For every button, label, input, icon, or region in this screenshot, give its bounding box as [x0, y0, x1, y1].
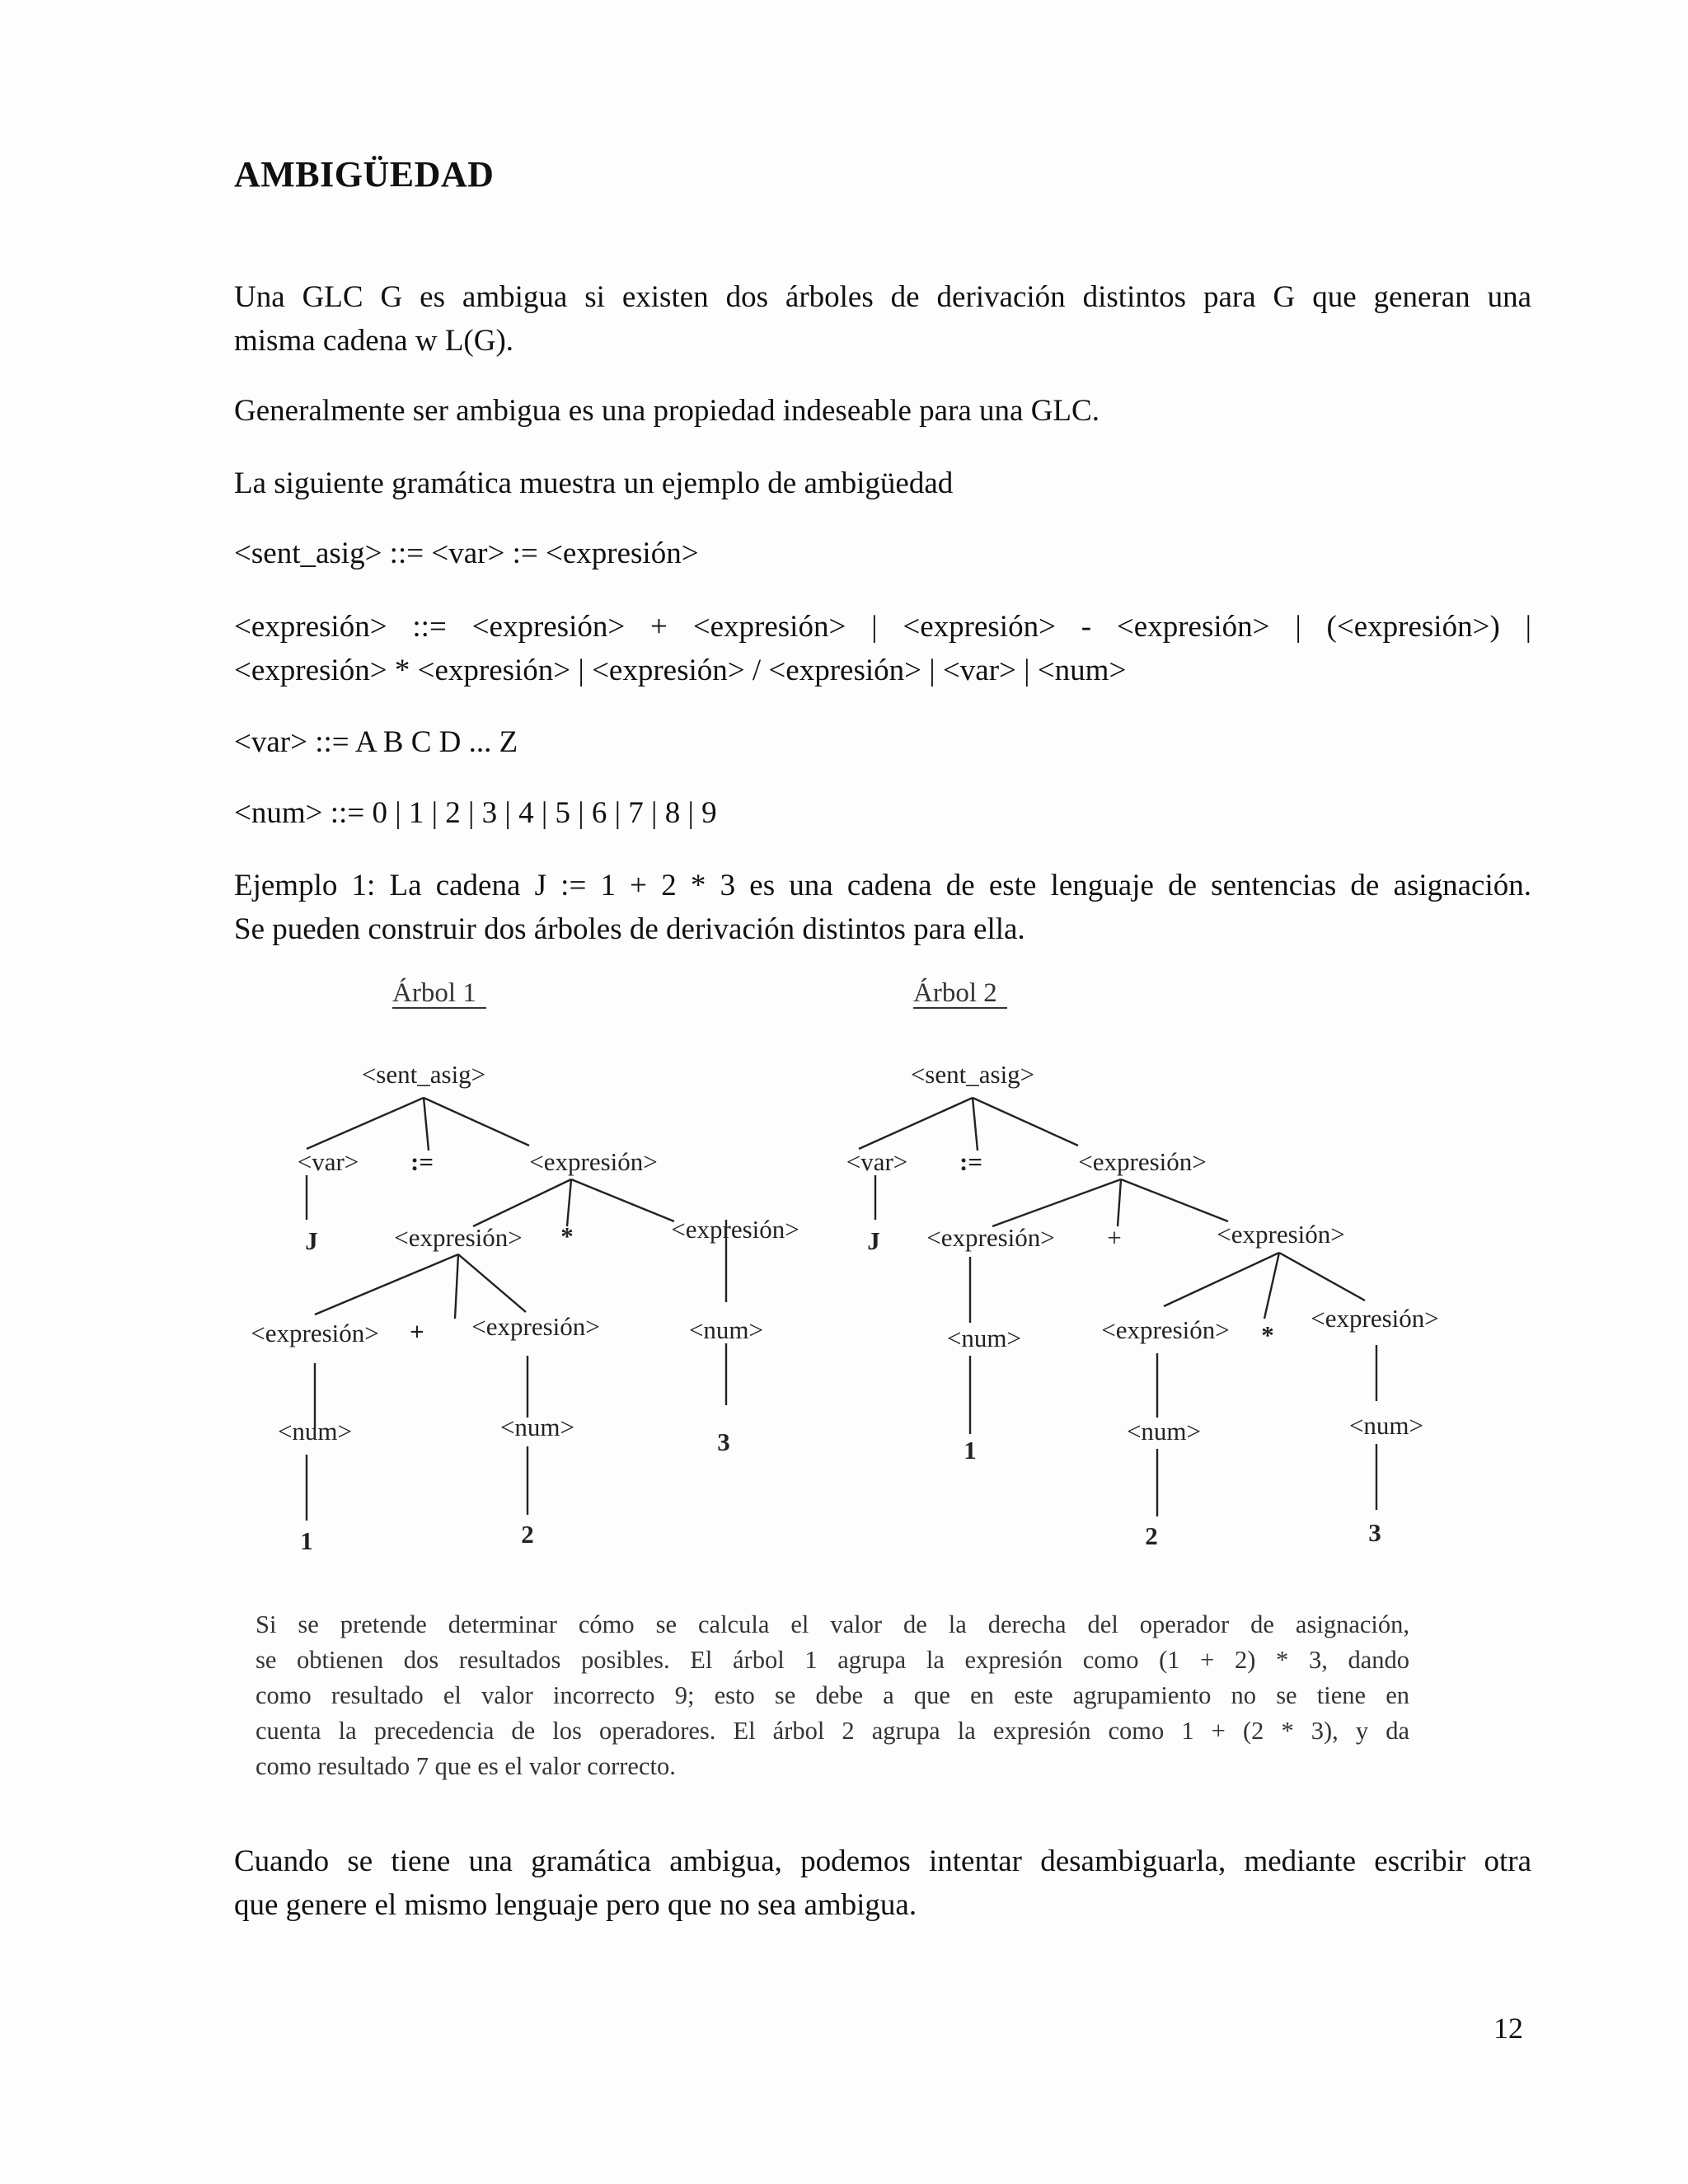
tree2-node-var: <var> — [846, 1147, 908, 1176]
tree1-node-two: 2 — [521, 1520, 534, 1549]
tree2-node-numRL: <num> — [1126, 1417, 1202, 1446]
tree2-node-exprL: <expresión> — [926, 1223, 1055, 1252]
tree2-node-assign: := — [959, 1147, 982, 1176]
edge — [973, 1098, 978, 1151]
tree2-node-root: <sent_asig> — [910, 1060, 1035, 1089]
tree2-node-exprR: <expresión> — [1217, 1220, 1345, 1249]
caption-line-3: como resultado el valor incorrecto 9; esto se debe a que en este agrupamiento no se tiene en — [256, 1681, 1409, 1709]
tree1-node-three: 3 — [717, 1427, 730, 1456]
tree1-title: Árbol 1 — [392, 978, 476, 1008]
tree1-node-assign: := — [410, 1147, 434, 1176]
page-number: 12 — [1493, 2012, 1523, 2045]
tree2-node-two: 2 — [1145, 1521, 1158, 1550]
example-intro: La siguiente gramática muestra un ejemplo de ambigüedad — [234, 466, 954, 500]
tree2-nodes — [846, 1060, 1439, 1550]
tree1-node-exprR: <expresión> — [671, 1215, 799, 1244]
tree1-node-numLL: <num> — [277, 1417, 353, 1446]
tree2-node-plus: + — [1107, 1223, 1122, 1252]
tree1-node-expr: <expresión> — [529, 1147, 658, 1176]
tree2-node-expr: <expresión> — [1078, 1147, 1207, 1176]
conclusion-line-2: que genere el mismo lenguaje pero que no sea ambigua. — [234, 1888, 917, 1922]
grammar-expr-rule — [234, 605, 1531, 692]
edge — [307, 1098, 424, 1149]
edge — [1164, 1253, 1279, 1306]
caption-line-5: como resultado 7 que es el valor correcto. — [256, 1752, 676, 1780]
tree2-node-star: * — [1261, 1320, 1274, 1349]
tree2-node-exprRL: <expresión> — [1101, 1315, 1230, 1344]
definition-line-2: misma cadena w L(G). — [234, 324, 514, 358]
expr-rule-line-1: <expresión> ::= <expresión> + <expresión> | <expresión> - <expresión> | (<expresión>) | — [234, 610, 1531, 644]
tree1-edges — [307, 1098, 726, 1521]
example1-paragraph — [234, 864, 1531, 951]
caption-line-2: se obtienen dos resultados posibles. El árbol 1 agrupa la expresión como (1 + 2) * 3, dando — [256, 1646, 1409, 1674]
generally-paragraph: Generalmente ser ambigua es una propiedad indeseable para una GLC. — [234, 394, 1100, 428]
edge — [458, 1254, 526, 1312]
edge — [567, 1179, 571, 1226]
tree1-node-star: * — [560, 1221, 574, 1250]
expr-rule-line-2: <expresión> * <expresión> | <expresión> / <expresión> | <var> | <num> — [234, 654, 1127, 687]
caption-line-4: cuenta la precedencia de los operadores. El árbol 2 agrupa la expresión como 1 + (2 * 3), y da — [256, 1717, 1409, 1745]
tree2-node-one: 1 — [964, 1436, 977, 1465]
tree1-node-exprL: <expresión> — [394, 1223, 523, 1252]
tree1-node-numLR: <num> — [499, 1413, 575, 1441]
tree1-node-var: <var> — [297, 1147, 359, 1176]
tree1-node-numR: <num> — [688, 1315, 764, 1344]
section-heading: AMBIGÜEDAD — [234, 154, 495, 194]
tree2-node-exprRR: <expresión> — [1311, 1304, 1439, 1333]
tree2-node-J: J — [867, 1226, 880, 1255]
edge — [1279, 1253, 1365, 1301]
edge — [315, 1254, 458, 1315]
tree1-node-root: <sent_asig> — [361, 1060, 486, 1089]
edge — [473, 1179, 571, 1226]
tree1-node-one: 1 — [300, 1526, 313, 1555]
conclusion-line-1: Cuando se tiene una gramática ambigua, podemos intentar desambiguarla, mediante escribir otra — [234, 1844, 1531, 1878]
edge — [992, 1179, 1121, 1226]
edge — [455, 1254, 458, 1319]
edge — [1118, 1179, 1121, 1226]
tree2-node-numL: <num> — [946, 1324, 1022, 1352]
tree2-title: Árbol 2 — [913, 978, 997, 1008]
figure-caption — [256, 1607, 1409, 1784]
tree2-node-numRR: <num> — [1348, 1411, 1424, 1440]
conclusion-paragraph — [234, 1840, 1531, 1927]
edge — [973, 1098, 1078, 1146]
grammar-num-rule: <num> ::= 0 | 1 | 2 | 3 | 4 | 5 | 6 | 7 | 8 | 9 — [234, 796, 717, 830]
caption-line-1: Si se pretende determinar cómo se calcula el valor de la derecha del operador de asignación, — [256, 1610, 1409, 1638]
edge — [571, 1179, 674, 1221]
edge — [424, 1098, 429, 1151]
grammar-sent-rule: <sent_asig> ::= <var> := <expresión> — [234, 537, 699, 570]
edge — [1264, 1253, 1279, 1319]
example1-line-2: Se pueden construir dos árboles de derivación distintos para ella. — [234, 912, 1025, 946]
example1-line-1: Ejemplo 1: La cadena J := 1 + 2 * 3 es una cadena de este lenguaje de sentencias de asignación. — [234, 869, 1531, 902]
tree1-node-exprLR: <expresión> — [471, 1312, 600, 1341]
tree1-node-exprLL: <expresión> — [251, 1319, 379, 1347]
definition-line-1: Una GLC G es ambigua si existen dos árboles de derivación distintos para G que generan una — [234, 280, 1531, 314]
edge — [424, 1098, 529, 1146]
grammar-var-rule: <var> ::= A B C D ... Z — [234, 725, 518, 759]
edge — [859, 1098, 973, 1149]
tree1-node-J: J — [305, 1226, 318, 1255]
definition-paragraph — [234, 275, 1531, 363]
tree2-node-three: 3 — [1368, 1518, 1381, 1547]
tree1-node-plus: + — [410, 1317, 424, 1346]
edge — [1121, 1179, 1228, 1221]
